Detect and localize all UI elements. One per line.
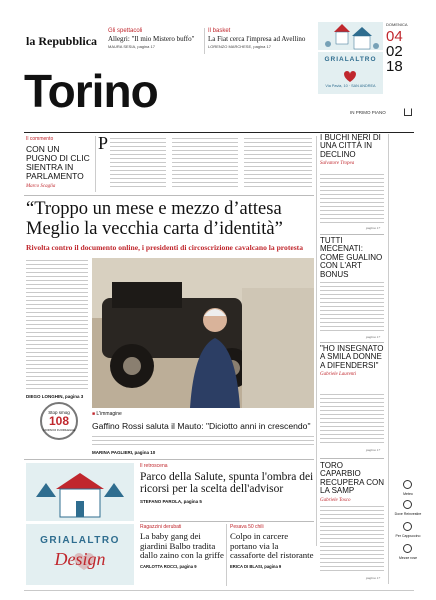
icon-label: Meteo xyxy=(403,492,413,496)
lead-headline[interactable]: “Troppo un mese e mezzo d’attesa Meglio la vecchia carta d’identità” xyxy=(26,199,283,240)
photo-kicker xyxy=(92,411,122,417)
story-byline: CARLOTTA ROCCI, pagina 9 xyxy=(140,563,197,569)
date-day: 04 xyxy=(386,28,403,45)
sidebar-author: Gabriele Laurenti xyxy=(320,372,357,378)
brand-logo: la Repubblica xyxy=(26,34,98,48)
story-kicker: Ragazzini derubati xyxy=(140,524,182,530)
sidebar-item-toro[interactable] xyxy=(320,462,384,503)
sidebar-title: TUTTI MECENATI: COME GUALINO CON L'ART BONUS xyxy=(320,236,383,279)
bottom-left-story[interactable] xyxy=(140,524,224,569)
house-icon xyxy=(404,108,412,116)
in-primo-piano: IN PRIMO PIANO xyxy=(350,110,386,115)
photo-byline: MARINA PAGLIERI, pagina 10 xyxy=(92,450,156,455)
sidebar-page-4: pagina 17 xyxy=(366,576,381,580)
photo-headline[interactable]: Gaffino Rossi saluta il Mauto: "Diciotto anni in crescendo" xyxy=(92,421,311,431)
sidebar-text-3 xyxy=(320,392,384,446)
date-year: 18 xyxy=(386,58,403,75)
teaser-spettacoli[interactable] xyxy=(108,28,204,49)
sidebar-title: TORO CAPARBIO RECUPERA CON LA SAMP xyxy=(320,461,385,496)
left-brief[interactable] xyxy=(26,136,92,189)
house-ad-box[interactable] xyxy=(318,22,383,94)
design-ad-brand: GRIALALTRO xyxy=(40,535,120,546)
teaser-basket[interactable] xyxy=(208,28,316,49)
brief-author: Marco Scaglia xyxy=(26,183,56,189)
ad-address: Via Pavia, 10 · SAN ANDREA xyxy=(325,84,376,88)
sidebar-author: Salvatore Tropea xyxy=(320,161,355,167)
photo-caption-text xyxy=(92,434,314,448)
design-ad-tagline: Design xyxy=(54,549,106,569)
bottom-lead-byline: STEFANO PAROLA, pagina 5 xyxy=(140,498,202,504)
lead-photo xyxy=(92,258,314,408)
icon-label: Mezze rose xyxy=(398,556,418,560)
footer-fine-print xyxy=(24,588,414,592)
story-kicker: Pesava 50 chili xyxy=(230,524,264,530)
bottom-right-story[interactable] xyxy=(230,524,314,569)
lead-byline: DIEGO LONGHIN, pagina 3 xyxy=(26,394,84,399)
bottom-lead[interactable] xyxy=(140,463,314,504)
badge-number: 108 xyxy=(48,414,70,428)
date-weekday: DOMENICA xyxy=(386,22,408,27)
home-icon xyxy=(403,500,412,509)
icon-label: Dove Reinvestire xyxy=(394,512,422,516)
photo-kicker-label: L'immagine xyxy=(96,411,122,417)
teaser-byline: LORENZO MARCHESE, pagina 17 xyxy=(208,44,271,49)
sidebar-title: "HO INSEGNATO A SMILA DONNE A DIFENDERSI" xyxy=(320,344,384,370)
teaser-kicker: Gli spettacoli xyxy=(108,28,143,34)
story-headline: Colpo in carcere portano via la cassaforte del ristorante xyxy=(230,531,314,560)
icon-label: Per Cappuccino xyxy=(395,534,421,538)
brief-title: CON UN PUGNO DI CLIC SIENTRA IN PARLAMENTO xyxy=(26,144,90,181)
badge-top: Stop smog xyxy=(48,410,70,415)
sidebar-page-3: pagina 17 xyxy=(366,448,381,452)
sidebar-item-mecenati[interactable] xyxy=(320,237,384,286)
sidebar-page-2: pagina 17 xyxy=(366,335,381,339)
teaser-headline: La Fiat cerca l'impresa ad Avellino xyxy=(208,35,306,43)
date-box xyxy=(386,22,416,74)
lead-body-text xyxy=(26,258,88,392)
weather-icon xyxy=(403,480,412,489)
sidebar-text-1 xyxy=(320,172,384,224)
badge-bottom: GIORNI DI FUORILEGGE xyxy=(42,428,76,432)
top-column-3 xyxy=(244,136,312,190)
ad-brand: GRIALALTRO xyxy=(324,56,377,63)
sidebar-author: Gabriele Tosco xyxy=(320,497,351,503)
sidebar-item-smila[interactable] xyxy=(320,345,384,377)
lead-subhead: Rivolta contro il documento online, i presidenti di circoscrizione cavalcano la protesta xyxy=(26,243,304,252)
teaser-byline: MAURA SESIA, pagina 17 xyxy=(108,44,155,49)
rose-icon xyxy=(403,544,412,553)
date-month: 02 xyxy=(386,43,403,60)
teaser-kicker: Il basket xyxy=(208,28,231,34)
brief-kicker: Il commento xyxy=(26,136,54,142)
sidebar-item-buchi-neri[interactable] xyxy=(320,134,384,166)
coffee-icon xyxy=(403,522,412,531)
story-headline: La baby gang dei giardini Balbo tradita dallo zaino con la griffe xyxy=(140,531,224,560)
story-byline: ERICA DI BLASI, pagina 9 xyxy=(230,563,282,569)
sidebar-page-1: pagina 17 xyxy=(366,226,381,230)
design-ad[interactable] xyxy=(26,463,134,585)
bottom-lead-kicker: Il retroscena xyxy=(140,463,168,469)
sidebar-text-4 xyxy=(320,504,384,574)
teaser-headline: Allegri: "Il mio Mistero buffo" xyxy=(108,35,195,43)
column-dropcap: P xyxy=(98,133,109,153)
sidebar-title: I BUCHI NERI DI UNA CITTÀ IN DECLINO xyxy=(320,133,381,159)
top-column-2 xyxy=(172,136,238,190)
city-title: Torino xyxy=(24,65,158,117)
stop-smog-badge xyxy=(40,402,78,440)
bottom-lead-headline: Parco della Salute, spunta l'ombra dei ricorsi per la scelta dell'advisor xyxy=(140,471,314,496)
photo-kicker-marker: ■ xyxy=(92,411,97,417)
top-column-1 xyxy=(110,136,166,190)
sidebar-text-2 xyxy=(320,280,384,334)
